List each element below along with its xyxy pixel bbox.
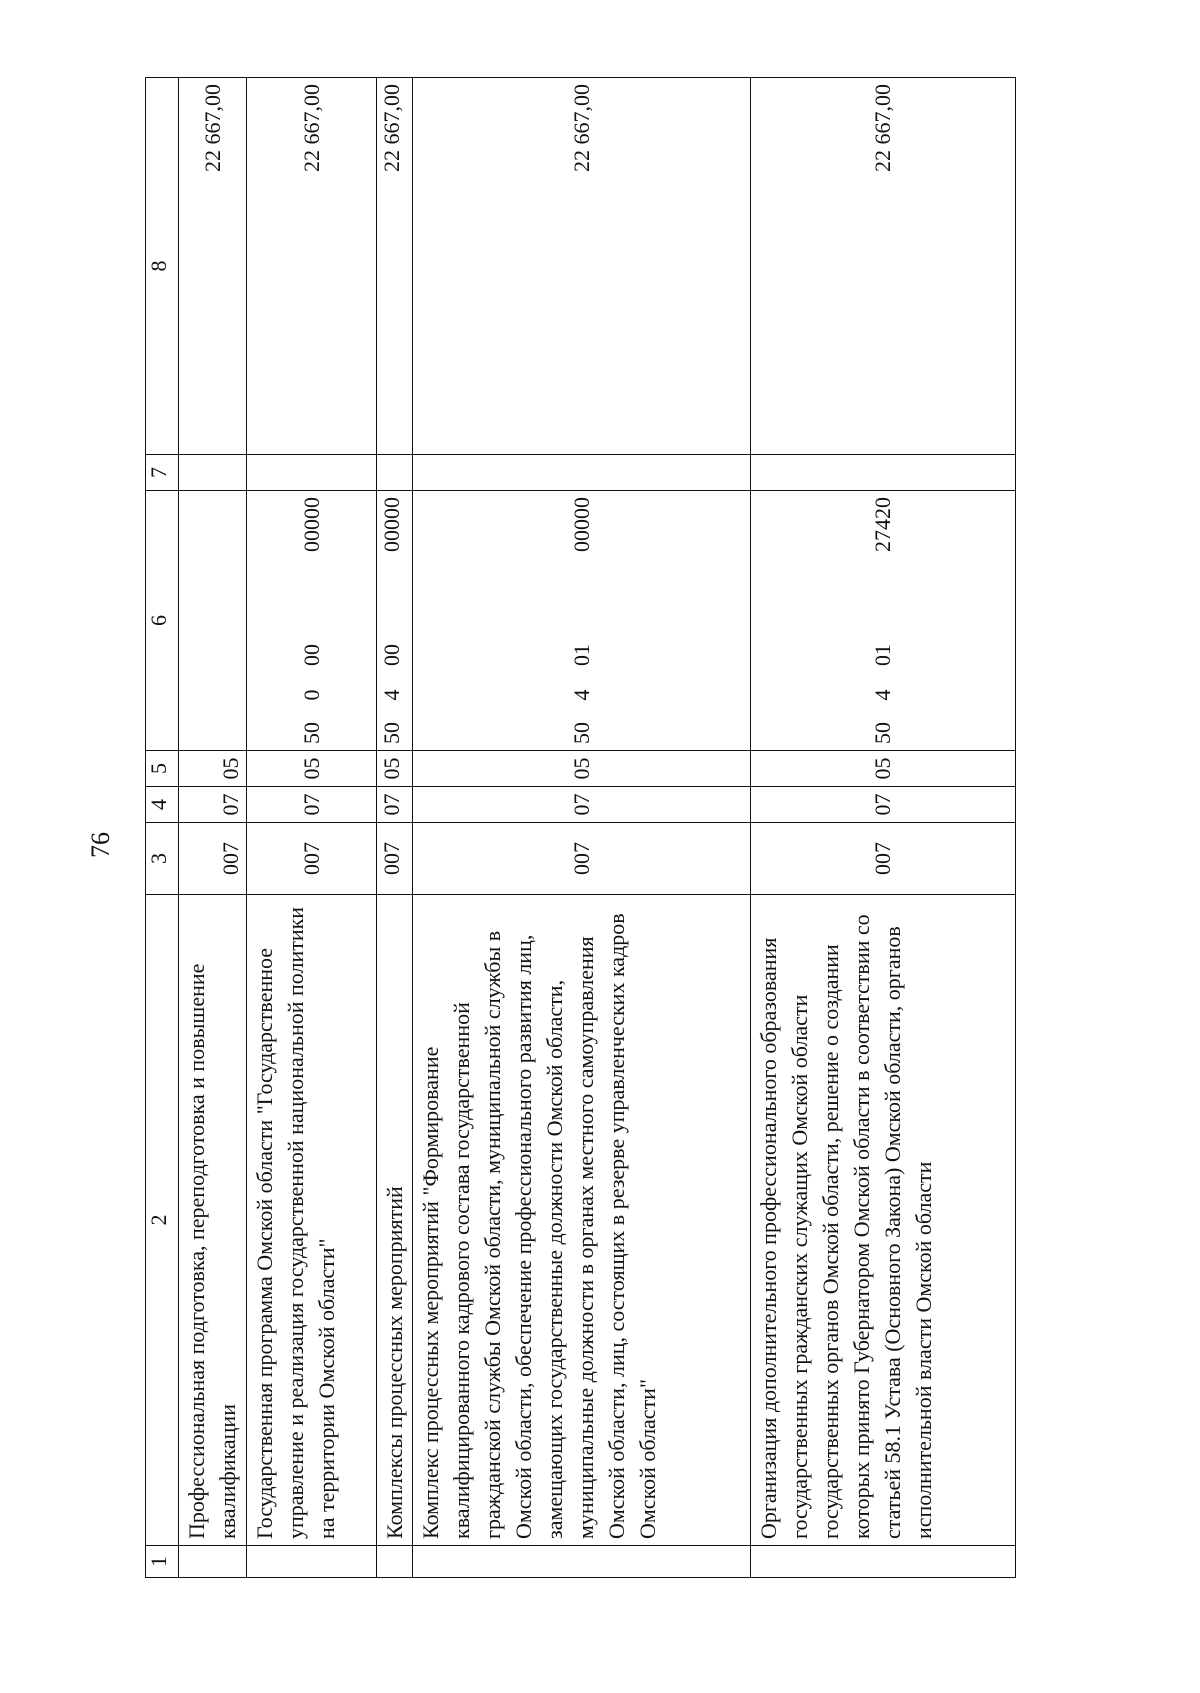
description-cell: Профессиональная подготовка, переподготовка и повышение квалификации — [179, 895, 247, 1546]
row-index-cell — [247, 1546, 377, 1578]
code-cell: 007 — [377, 823, 413, 895]
target-code-cell — [377, 491, 413, 751]
empty-cell — [751, 455, 1016, 491]
column-number: 5 — [146, 751, 179, 787]
code-cell: 05 — [413, 751, 751, 787]
description-cell: Комплексы процессных мероприятий — [377, 895, 413, 1546]
table-row — [247, 78, 377, 1578]
row-index-cell — [179, 1546, 247, 1578]
code-cell: 007 — [179, 823, 247, 895]
code-cell: 07 — [179, 787, 247, 823]
table-row — [377, 78, 413, 1578]
code-part: 0 — [298, 689, 324, 701]
code-part: 01 — [870, 644, 895, 666]
code-cell: 05 — [751, 751, 1016, 787]
code-part: 4 — [568, 689, 594, 701]
code-cell: 07 — [413, 787, 751, 823]
code-cell: 007 — [751, 823, 1016, 895]
code-cell: 05 — [247, 751, 377, 787]
code-part: 4 — [379, 689, 404, 701]
code-cell: 07 — [247, 787, 377, 823]
amount-cell: 22 667,00 — [413, 78, 751, 455]
code-part: 00000 — [298, 497, 324, 552]
empty-cell — [413, 455, 751, 491]
amount-cell: 22 667,00 — [179, 78, 247, 455]
empty-cell — [179, 455, 247, 491]
description-cell: Комплекс процессных мероприятий "Формирование квалифицированного кадрового состава государственной гражданской службы Омской области, муниципальной службы в Омской области, обеспечение профессионального развития лиц, замещающих государственные должности Омской области, муниципальные должности в органах местного самоуправления Омской области, лиц, состоящих в резерве управленческих кадров Омской области" — [413, 895, 751, 1546]
code-part: 50 — [298, 722, 324, 744]
page-number: 76 — [86, 832, 115, 858]
code-cell: 07 — [377, 787, 413, 823]
target-code-cell — [179, 491, 247, 751]
row-index-cell — [413, 1546, 751, 1578]
column-number: 7 — [146, 455, 179, 491]
column-number-row — [146, 78, 179, 1578]
row-index-cell — [377, 1546, 413, 1578]
code-part: 50 — [568, 722, 594, 744]
budget-table — [145, 77, 1016, 1578]
code-part: 00000 — [568, 497, 594, 552]
code-part: 27420 — [870, 497, 895, 552]
column-number: 4 — [146, 787, 179, 823]
table-row — [751, 78, 1016, 1578]
row-index-cell — [751, 1546, 1016, 1578]
code-part: 00 — [298, 644, 324, 666]
amount-cell: 22 667,00 — [247, 78, 377, 455]
code-part: 50 — [870, 722, 895, 744]
amount-cell: 22 667,00 — [377, 78, 413, 455]
column-number: 6 — [146, 491, 179, 751]
target-code-cell — [751, 491, 1016, 751]
empty-cell — [377, 455, 413, 491]
code-cell: 05 — [377, 751, 413, 787]
description-cell: Организация дополнительного профессионального образования государственных гражданских служащих Омской области государственных органов Омской области, решение о создании которых принято Губернатором Омской области в соответствии со статьей 58.1 Устава (Основного Закона) Омской области, органов исполнительной власти Омской области — [751, 895, 1016, 1546]
code-cell: 007 — [247, 823, 377, 895]
column-number: 3 — [146, 823, 179, 895]
table-row — [179, 78, 247, 1578]
column-number: 1 — [146, 1546, 179, 1578]
code-part: 4 — [870, 689, 895, 701]
code-part: 01 — [568, 644, 594, 666]
code-cell: 05 — [179, 751, 247, 787]
rotated-table-container — [145, 78, 1080, 1578]
empty-cell — [247, 455, 377, 491]
target-code-cell — [413, 491, 751, 751]
code-cell: 007 — [413, 823, 751, 895]
code-cell: 07 — [751, 787, 1016, 823]
code-part: 50 — [379, 722, 404, 744]
table-row — [413, 78, 751, 1578]
column-number: 2 — [146, 895, 179, 1546]
code-part: 00 — [379, 644, 404, 666]
description-cell: Государственная программа Омской области "Государственное управление и реализация государственной национальной политики на территории Омской области" — [247, 895, 377, 1546]
column-number: 8 — [146, 78, 179, 455]
amount-cell: 22 667,00 — [751, 78, 1016, 455]
target-code-cell — [247, 491, 377, 751]
code-part: 00000 — [379, 497, 404, 552]
